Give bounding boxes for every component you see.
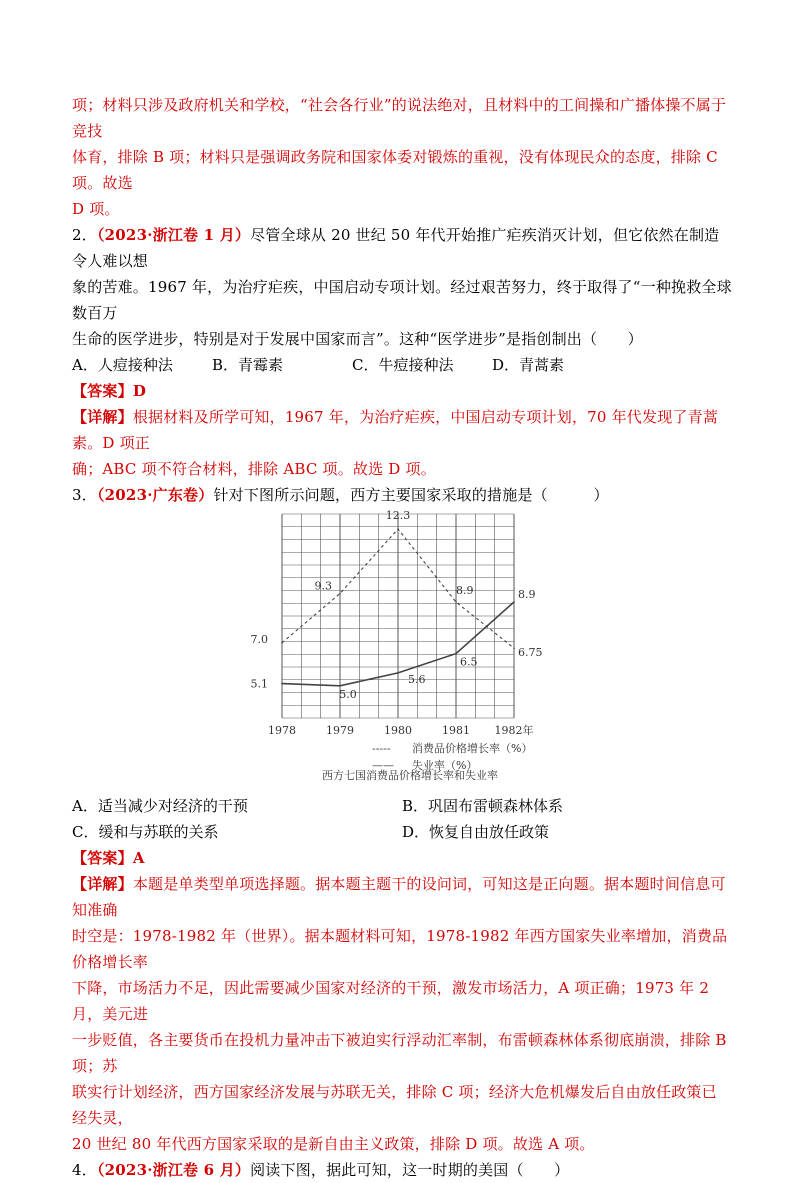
q3-stem (72, 482, 732, 508)
data-label: 8.9 (518, 588, 536, 602)
data-label: 8.9 (456, 584, 474, 598)
data-point (339, 593, 341, 595)
q2-detail (72, 404, 732, 456)
data-point (513, 601, 515, 603)
chart-grid (282, 514, 514, 718)
answer-value: A (132, 849, 145, 867)
data-label: 5.0 (339, 687, 357, 701)
answer-value: D (132, 382, 147, 400)
q2-option-b: B．青霉素 (212, 356, 284, 374)
q4-stem-text: 阅读下图，据此可知，这一时期的美国（ ） (250, 1161, 570, 1179)
chart-data-labels (251, 509, 543, 701)
x-tick-label: 1980 (384, 724, 412, 737)
chart-x-ticks (268, 723, 534, 737)
legend-label: 失业率（%） (412, 759, 478, 772)
q2-source: （2023·浙江卷 1 月） (96, 226, 251, 244)
legend-marker: ----- (372, 742, 391, 755)
q2-number: 2． (72, 226, 97, 244)
q1-explanation-line: 体育，排除 B 项；材料只是强调政务院和国家体委对锻炼的重视，没有体现民众的态度，排除 C 项。故选 (72, 148, 718, 192)
detail-label: 【详解】 (72, 875, 133, 893)
chart-legend (372, 741, 532, 772)
data-point (281, 642, 283, 644)
q3-detail-line: 一步贬值，各主要货币在投机力量冲击下被迫实行浮动汇率制，布雷顿森林体系彻底崩溃，排除 B 项；苏 (72, 1031, 727, 1075)
chart-title: 西方七国消费品价格增长率和失业率 (322, 769, 498, 782)
q3-detail-line: 20 世纪 80 年代西方国家采取的是新自由主义政策，排除 D 项。故选 A 项。 (72, 1135, 595, 1153)
answer-label: 【答案】 (72, 382, 133, 400)
x-tick-label: 1981 (442, 724, 470, 737)
data-label: 5.1 (250, 677, 268, 691)
q3-option-d: D．恢复自由放任政策 (402, 823, 550, 841)
q3-option-b: B．巩固布雷顿森林体系 (402, 797, 564, 815)
q4-source: （2023·浙江卷 6 月） (96, 1161, 251, 1179)
q3-source: （2023·广东卷） (96, 486, 214, 504)
q2-detail-text: 根据材料及所学可知，1967 年，为治疗疟疾，中国启动专项计划，70 年代发现了青蒿素。D 项正 (72, 408, 719, 452)
data-label: 5.6 (408, 672, 426, 686)
data-point (281, 683, 283, 685)
q1-explanation-line: 项；材料只涉及政府机关和学校，“社会各行业”的说法绝对，且材料中的工间操和广播体操不属于竞技 (72, 96, 727, 140)
data-point (397, 672, 399, 674)
q4-stem (72, 1157, 732, 1183)
detail-label: 【详解】 (72, 408, 133, 426)
legend-label: 消费品价格增长率（%） (412, 742, 533, 755)
q3-option-a: A．适当减少对经济的干预 (72, 797, 248, 815)
q2-options (72, 352, 732, 378)
data-point (513, 647, 515, 649)
q3-option-c: C．缓和与苏联的关系 (72, 823, 219, 841)
legend-marker: —— (372, 759, 394, 772)
q2-stem (72, 222, 732, 274)
chart-figure (72, 508, 732, 793)
document-page (72, 92, 732, 1183)
data-label: 6.75 (518, 646, 543, 660)
data-point (455, 653, 457, 655)
x-tick-label: 1982年 (494, 724, 534, 737)
q3-options-row2 (72, 819, 732, 845)
q3-number: 3． (72, 486, 97, 504)
x-tick-label: 1978 (268, 724, 296, 737)
line-chart (72, 508, 732, 793)
data-label: 9.3 (314, 579, 332, 593)
data-point (455, 601, 457, 603)
q3-detail (72, 871, 732, 923)
data-point (397, 528, 399, 530)
data-label: 7.0 (250, 632, 268, 646)
q3-answer (72, 845, 732, 871)
data-label: 6.5 (460, 655, 478, 669)
q3-detail-line: 下降，市场活力不足，因此需要减少国家对经济的干预，激发市场活力，A 项正确；1973 年 2 月，美元进 (72, 979, 710, 1023)
q2-option-d: D．青蒿素 (492, 356, 565, 374)
q2-stem-text: 尽管全球从 20 世纪 50 年代开始推广疟疾消灭计划，但它依然在制造令人难以想 (72, 226, 720, 270)
answer-label: 【答案】 (72, 849, 133, 867)
data-point (339, 685, 341, 687)
q2-stem-line: 生命的医学进步，特别是对于发展中国家而言”。这种“医学进步”是指创制出（ ） (72, 330, 643, 348)
q2-answer (72, 378, 732, 404)
q2-detail-line: 确；ABC 项不符合材料，排除 ABC 项。故选 D 项。 (72, 460, 436, 478)
q1-explanation-line: D 项。 (72, 200, 120, 218)
q3-options-row1 (72, 793, 732, 819)
x-tick-label: 1979 (326, 724, 354, 737)
data-label: 12.3 (385, 509, 411, 523)
q2-stem-line: 象的苦难。1967 年，为治疗疟疾，中国启动专项计划。经过艰苦努力，终于取得了“一种挽救全球数百万 (72, 278, 732, 322)
q3-detail-line: 时空是：1978-1982 年（世界）。据本题材料可知，1978-1982 年西方国家失业率增加，消费品价格增长率 (72, 927, 728, 971)
q3-stem-text: 针对下图所示问题，西方主要国家采取的措施是（ ） (213, 486, 609, 504)
q2-option-a: A．人痘接种法 (72, 356, 173, 374)
q3-detail-line: 联实行计划经济，西方国家经济发展与苏联无关，排除 C 项；经济大危机爆发后自由放任政策已经失灵， (72, 1083, 717, 1127)
q4-number: 4． (72, 1161, 97, 1179)
q2-option-c: C．牛痘接种法 (352, 356, 454, 374)
q3-detail-text: 本题是单类型单项选择题。据本题主题干的设问词，可知这是正向题。据本题时间信息可知准确 (72, 875, 726, 919)
